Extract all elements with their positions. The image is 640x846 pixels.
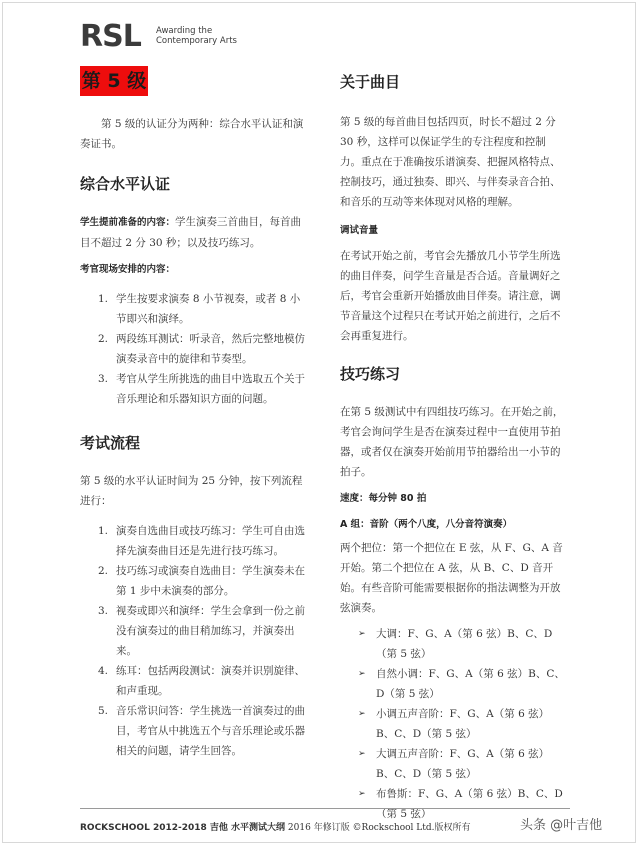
item-number: 1. — [98, 293, 109, 305]
tempo-label: 速度：每分钟 80 拍 — [340, 493, 427, 504]
list-item — [98, 661, 306, 701]
footer-bold: ROCKSCHOOL 2012-2018 吉他 水平测试大纲 — [80, 823, 286, 833]
item-text: 学生按要求演奏 8 小节视奏，或者 8 小节即兴和演绎。 — [116, 293, 301, 325]
item-text: 大调五声音阶：F、G、A（第 6 弦）B、C、D（第 5 弦） — [376, 748, 550, 780]
section-title-flow: 考试流程 — [80, 434, 141, 452]
scale-list — [358, 624, 566, 824]
item-number: 3. — [98, 373, 109, 385]
item-text: 小调五声音阶：F、G、A（第 6 弦）B、C、D（第 5 弦） — [376, 708, 550, 740]
item-text: 练耳：包括两段测试：演奏并识别旋律、和声重现。 — [116, 665, 305, 697]
arrow-icon: ➢ — [358, 749, 366, 759]
exam-list — [98, 289, 306, 409]
exam-label: 考官现场安排的内容： — [80, 264, 176, 275]
item-number: 1. — [98, 525, 109, 537]
item-text: 技巧练习或演奏自选曲目：学生演奏未在第 1 步中未演奏的部分。 — [116, 565, 305, 597]
prep-label: 学生提前准备的内容： — [80, 217, 176, 228]
item-text: 考官从学生所挑选的曲目中选取五个关于音乐理论和乐器知识方面的问题。 — [116, 373, 305, 405]
item-number: 2. — [98, 565, 109, 577]
list-item — [98, 561, 306, 601]
list-item — [98, 521, 306, 561]
list-item — [98, 289, 306, 329]
technique-text: 在第 5 级测试中有四组技巧练习。在开始之前，考官会询问学生是否在演奏过程中一直使用节拍器，或者仅在演奏开始前用节拍器给出一小节的拍子。 — [340, 406, 564, 478]
group-a-label: A 组：音阶（两个八度，八分音符演奏） — [340, 519, 513, 530]
arrow-icon: ➢ — [358, 669, 366, 679]
prep-text: 学生演奏三首曲目，每首曲目不超过 2 分 30 秒；以及技巧练习。 — [80, 216, 302, 249]
list-item — [358, 704, 566, 744]
item-number: 5. — [98, 705, 109, 717]
list-item — [98, 601, 306, 661]
item-number: 3. — [98, 605, 109, 617]
footer-divider — [80, 808, 570, 809]
section-title-pieces: 关于曲目 — [340, 73, 401, 91]
arrow-icon: ➢ — [358, 789, 366, 799]
item-text: 视奏或即兴和演绎：学生会拿到一份之前没有演奏过的曲目稍加练习，并演奏出来。 — [116, 605, 305, 657]
logo-mark: RSL — [80, 19, 141, 54]
flow-list — [98, 521, 306, 761]
logo-line-1: Awarding the — [156, 26, 213, 36]
intro-text: 第 5 级的认证分为两种：综合水平认证和演奏证书。 — [80, 118, 304, 150]
item-text: 两段练耳测试：听录音，然后完整地模仿演奏录音中的旋律和节奏型。 — [116, 333, 305, 365]
list-item — [98, 329, 306, 369]
arrow-icon: ➢ — [358, 709, 366, 719]
logo-tagline — [156, 26, 237, 46]
list-item — [358, 744, 566, 784]
item-text: 大调：F、G、A（第 6 弦）B、C、D（第 5 弦） — [376, 628, 553, 660]
section-title-general: 综合水平认证 — [80, 175, 171, 193]
pieces-text: 第 5 级的每首曲目包括四页，时长不超过 2 分 30 秒，这样可以保证学生的专注程度和控制力。重点在于准确按乐谱演奏、把握风格特点、控制技巧，通过独奏、即兴、与伴奏录音合拍、和音乐的互动等来体现对风格的理解。 — [340, 116, 561, 208]
tuning-text: 在考试开始之前，考官会先播放几小节学生所选的曲目伴奏，问学生音量是否合适。音量调好之后，考官会重新开始播放曲目伴奏。请注意，调节音量这个过程只在考试开始之前进行，之后不会再重复进行。 — [340, 250, 561, 342]
right-column — [340, 72, 566, 824]
logo-line-2: Contemporary Arts — [156, 36, 237, 46]
item-number: 4. — [98, 665, 109, 677]
item-number: 2. — [98, 333, 109, 345]
footer-rest: 2016 年修订版 ©Rockschool Ltd.版权所有 — [285, 823, 471, 833]
item-text: 布鲁斯：F、G、A（第 6 弦）B、C、D（第 5 弦） — [376, 788, 563, 820]
list-item — [358, 624, 566, 664]
tuning-label: 调试音量 — [340, 225, 379, 236]
list-item — [358, 664, 566, 704]
watermark: 头条 @叶吉他 — [520, 818, 603, 833]
group-a-text: 两个把位：第一个把位在 E 弦，从 F、G、A 音开始。第二个把位在 A 弦，从 B、C、D 音开始。有些音阶可能需要根据你的指法调整为开放弦演奏。 — [340, 542, 563, 614]
item-text: 演奏自选曲目或技巧练习：学生可自由选择先演奏曲目还是先进行技巧练习。 — [116, 525, 305, 557]
item-text: 自然小调：F、G、A（第 6 弦）B、C、D（第 5 弦） — [376, 668, 565, 700]
flow-intro: 第 5 级的水平认证时间为 25 分钟，按下列流程进行： — [80, 475, 303, 507]
grade-title: 第 5 级 — [80, 66, 148, 96]
arrow-icon: ➢ — [358, 629, 366, 639]
list-item — [98, 701, 306, 761]
prep-paragraph — [80, 212, 306, 253]
item-text: 音乐常识问答：学生挑选一首演奏过的曲目，考官从中挑选五个与音乐理论或乐器相关的问题，请学生回答。 — [116, 705, 305, 757]
list-item — [98, 369, 306, 409]
section-title-technique: 技巧练习 — [340, 365, 401, 383]
footer — [80, 820, 471, 833]
left-column — [80, 114, 306, 761]
